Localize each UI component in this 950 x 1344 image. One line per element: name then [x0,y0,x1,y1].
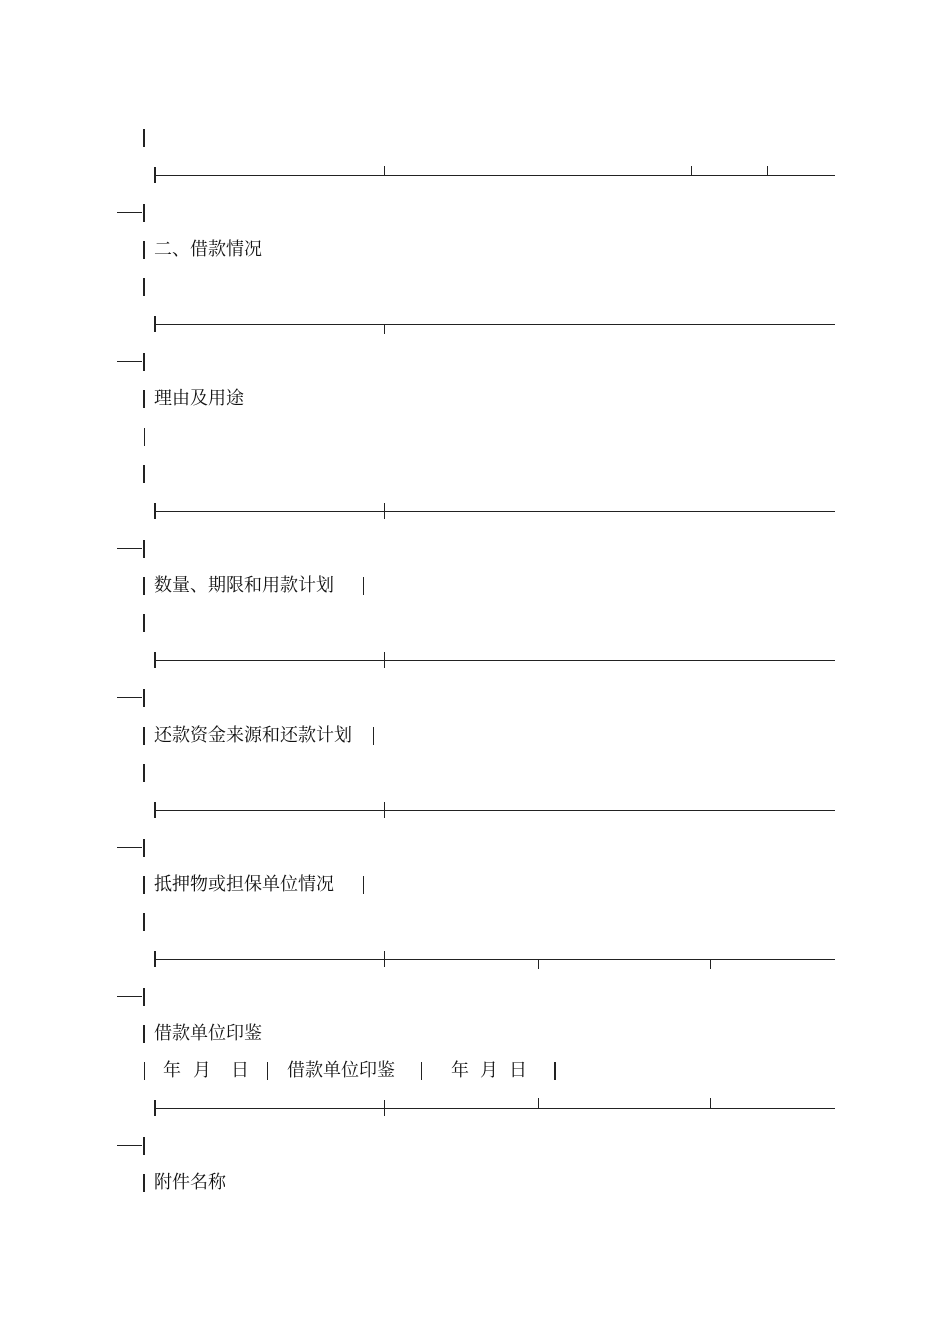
form-border-mark [143,1174,145,1192]
column-tick [384,802,385,818]
date-month-right: 月 [480,1060,498,1081]
date-day-right: 日 [509,1060,527,1081]
row-separator [155,959,835,960]
form-border-mark [143,577,145,595]
form-border-mark [144,428,145,446]
column-tick [384,503,385,519]
cell-divider [144,1062,145,1080]
column-tick [384,951,385,967]
form-border-mark [143,390,145,408]
column-tick [384,1100,385,1116]
date-year-right: 年 [451,1060,469,1081]
borrower-seal-label: 借款单位印鉴 [287,1060,395,1081]
row-separator [155,810,835,811]
form-border-mark [143,241,145,259]
row-connector [117,361,142,362]
column-tick [538,959,539,969]
row-separator [155,660,835,661]
form-border-mark [143,764,145,782]
row-connector [117,847,142,848]
form-border-mark [143,129,145,147]
row-separator [155,324,835,325]
column-tick [710,1098,711,1108]
date-month-left: 月 [193,1060,211,1081]
section-repayment-source-plan: 还款资金来源和还款计划 [154,725,352,746]
column-tick [691,166,692,176]
section-attachment-name: 附件名称 [154,1172,226,1193]
section-borrower-seal: 借款单位印鉴 [154,1023,262,1044]
column-tick [710,959,711,969]
row-connector [117,212,142,213]
cell-divider [363,876,364,894]
form-border-mark [143,1025,145,1043]
row-separator [155,175,835,176]
form-border-mark [143,839,145,857]
column-tick [384,324,385,334]
column-tick [384,166,385,176]
row-connector [117,996,142,997]
form-border-mark [143,353,145,371]
form-border-mark [143,913,145,931]
section-collateral-guarantor: 抵押物或担保单位情况 [154,874,334,895]
form-border-mark [143,876,145,894]
row-connector [117,548,142,549]
row-connector [117,697,142,698]
row-connector [117,1145,142,1146]
cell-divider [363,577,364,595]
column-tick [767,166,768,176]
form-border-mark [143,988,145,1006]
form-border-mark [143,278,145,296]
form-border-mark [143,465,145,483]
cell-divider [373,727,374,745]
row-separator [155,1108,835,1109]
column-tick [384,652,385,668]
cell-divider [421,1062,422,1080]
section-reason-usage: 理由及用途 [154,388,244,409]
column-tick [538,1098,539,1108]
date-day-left: 日 [231,1060,249,1081]
cell-divider [267,1062,268,1080]
form-border-mark [143,689,145,707]
form-border-mark [143,540,145,558]
cell-divider [554,1062,556,1080]
section-loan-status: 二、借款情况 [154,239,262,260]
form-border-mark [143,204,145,222]
row-separator [155,511,835,512]
form-border-mark [143,614,145,632]
section-quantity-term-plan: 数量、期限和用款计划 [154,575,334,596]
form-border-mark [143,727,145,745]
form-border-mark [143,1137,145,1155]
date-year-left: 年 [163,1060,181,1081]
